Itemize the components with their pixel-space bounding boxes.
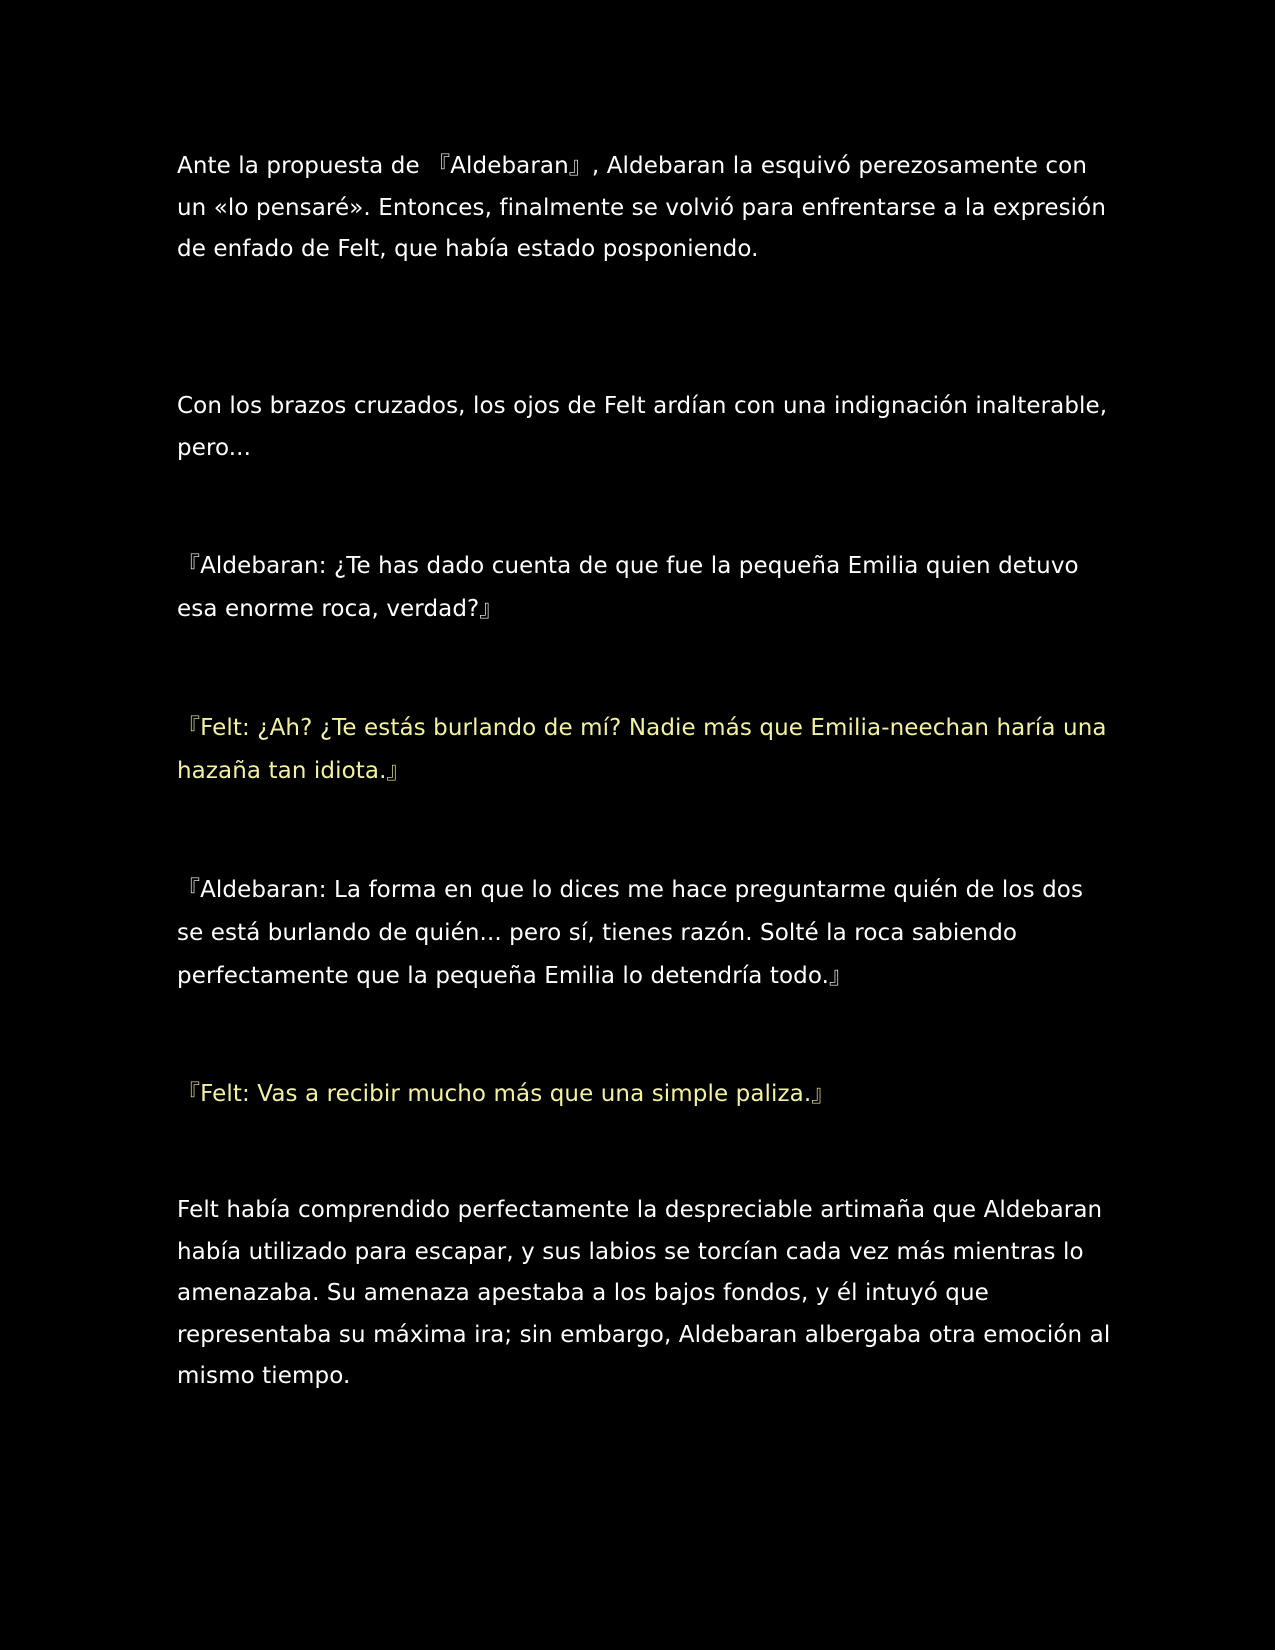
narration-paragraph-1: Ante la propuesta de 『Aldebaran』, Aldebaran la esquivó perezosamente con un «lo pensaré». Entonces, finalmente se volvió para enfrentarse a la expresión de enfado de Felt, que había estado posponiendo. [177,153,1106,262]
aldebaran-dialogue-2: 『Aldebaran: La forma en que lo dices me hace preguntarme quién de los dos se está burlando de quién... pero sí, tienes razón. Solté la roca sabiendo perfectamente que la pequeña Emilia lo detendría todo.』 [177,877,1084,989]
felt-dialogue-2: 『Felt: Vas a recibir mucho más que una simple paliza.』 [177,1081,835,1107]
felt-dialogue-1: 『Felt: ¿Ah? ¿Te estás burlando de mí? Nadie más que Emilia-neechan haría una hazaña tan idiota.』 [177,715,1107,784]
narration-paragraph-2: Con los brazos cruzados, los ojos de Felt ardían con una indignación inalterable, pero... [177,393,1108,461]
aldebaran-dialogue-1: 『Aldebaran: ¿Te has dado cuenta de que fue la pequeña Emilia quien detuvo esa enorme roca, verdad?』 [177,553,1079,622]
narration-paragraph-3: Felt había comprendido perfectamente la despreciable artimaña que Aldebaran había utilizado para escapar, y sus labios se torcían cada vez más mientras lo amenazaba. Su amenaza apestaba a los bajos fondos, y él intuyó que representaba su máxima ira; sin embargo, Aldebaran albergaba otra emoción al mismo tiempo. [177,1197,1111,1389]
